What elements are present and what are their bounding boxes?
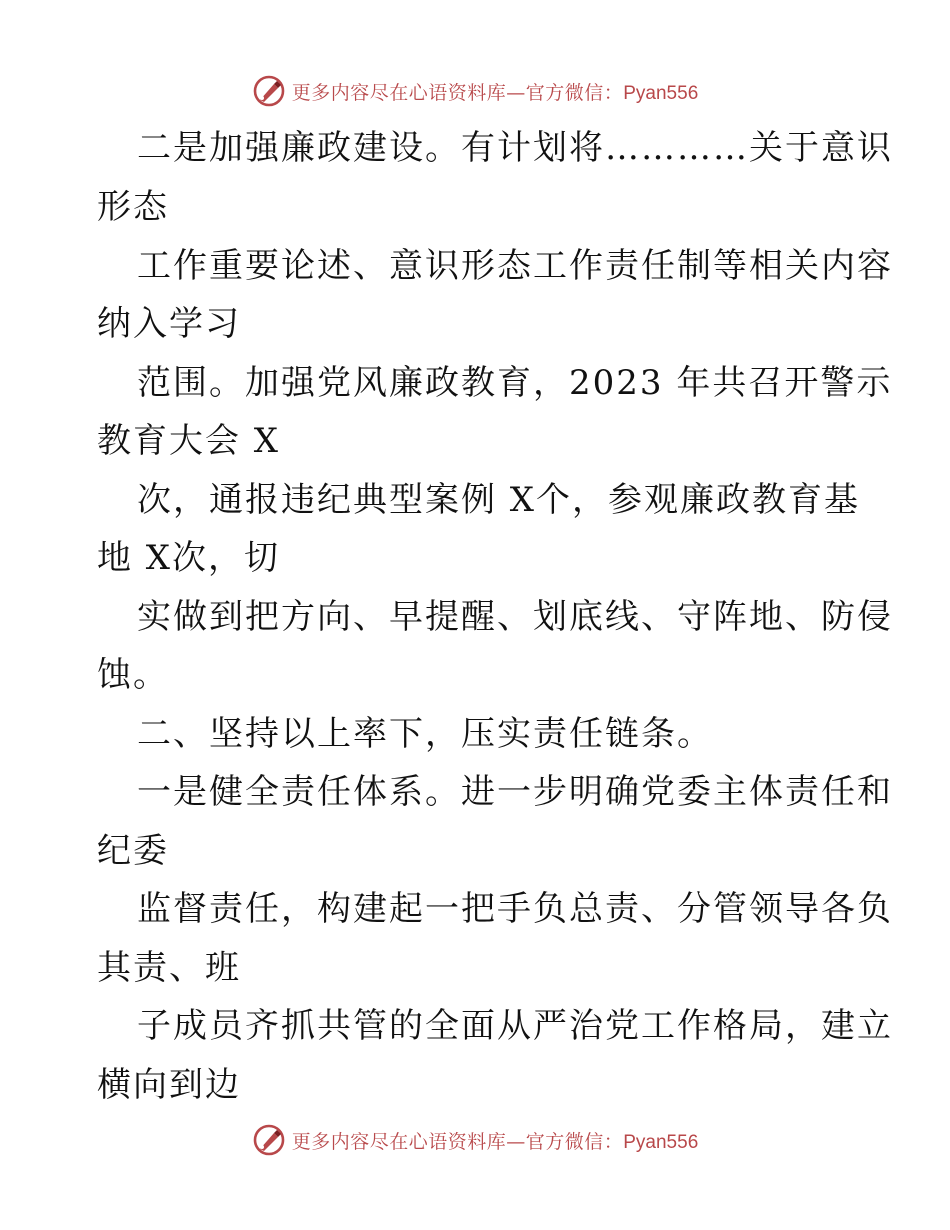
section-heading: 二、坚持以上率下，压实责任链条。 — [137, 714, 713, 754]
text-line: 地 X次，切 — [97, 538, 281, 578]
text-line: 教育大会 X — [97, 421, 281, 461]
text-line: 次，通报违纪典型案例 X个，参观廉政教育基 — [137, 480, 861, 520]
pen-logo-icon — [252, 74, 286, 108]
text-line: 范围。加强党风廉政教育，2023 年共召开警示 — [137, 363, 893, 403]
text-line: 纳入学习 — [97, 304, 241, 344]
watermark-text: 更多内容尽在心语资料库—官方微信：Pyan556 — [291, 81, 699, 104]
text-line: 工作重要论述、意识形态工作责任制等相关内容 — [137, 246, 893, 286]
text-line: 横向到边 — [97, 1065, 241, 1105]
watermark-wechat-id: Pyan556 — [623, 1131, 699, 1153]
pen-logo-icon — [252, 1123, 286, 1157]
header-watermark — [0, 71, 950, 111]
watermark-wechat-id: Pyan556 — [623, 82, 699, 104]
text-line: 形态 — [97, 187, 169, 227]
text-line: 其责、班 — [97, 948, 241, 988]
text-line: 二是加强廉政建设。有计划将…………关于意识 — [137, 128, 893, 168]
text-line: 纪委 — [97, 831, 169, 871]
text-line: 实做到把方向、早提醒、划底线、守阵地、防侵 — [137, 597, 893, 637]
watermark-text: 更多内容尽在心语资料库—官方微信：Pyan556 — [291, 1130, 699, 1153]
text-line: 蚀。 — [97, 655, 169, 695]
footer-watermark — [0, 1120, 950, 1160]
text-line: 一是健全责任体系。进一步明确党委主体责任和 — [137, 772, 893, 812]
text-line: 监督责任，构建起一把手负总责、分管领导各负 — [137, 889, 893, 929]
text-line: 子成员齐抓共管的全面从严治党工作格局，建立 — [137, 1006, 893, 1046]
